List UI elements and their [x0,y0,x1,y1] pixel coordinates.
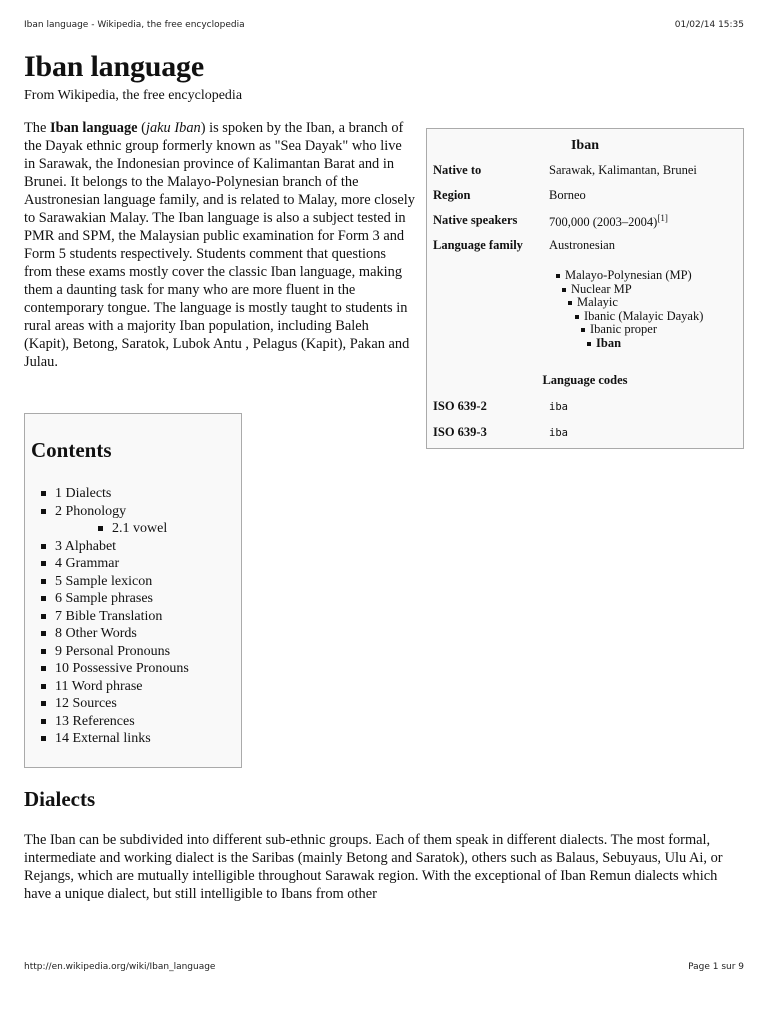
toc-item-dialects[interactable]: 1 Dialects [55,485,189,503]
language-infobox [426,128,744,449]
reference-link-1[interactable]: [1] [657,213,668,223]
page-title: Iban language [24,50,204,83]
print-url[interactable]: http://en.wikipedia.org/wiki/Iban_language [24,962,216,972]
toc-item-alphabet[interactable]: 3 Alphabet [55,538,189,556]
intro-bold-term: Iban language [49,120,138,136]
infobox-label-native-to: Native to [433,163,482,177]
toc-item-other-words[interactable]: 8 Other Words [55,625,189,643]
infobox-label-language-family: Language family [433,238,523,252]
family-tree-item[interactable]: Malayo-Polynesian (MP) [565,269,703,283]
infobox-title: Iban [570,138,600,153]
intro-rest: ) is spoken by the Iban, a branch of the Dayak ethnic group formerly known as "Sea Dayak" who live in Sarawak, the Indonesian province of Kalimantan Barat and in Brunei. It belongs to the Malayo-Polynesian branch of the Austronesian language family, and is related to Malay, more closely to Sarawakian Malay. The Iban language is also a subject tested in PMR and SPM, the Malaysian public examination for Form 3 and Form 5 students respectively. Students comment that questions from these exams mostly cover the classic Iban language, making them a daunting task for many who are more fluent in the contemporary tongue. The language is mostly taught to students in rural areas with a majority Iban population, including Baleh (Kapit), Betong, Saratok, Lubok Antu , Pelagus (Kapit), Pakan and Julau. [24,120,415,370]
native-speakers-count: 700,000 (2003–2004) [549,215,658,230]
infobox-label-region: Region [433,188,471,202]
print-page-number: Page 1 sur 9 [688,962,744,972]
toc-item-sample-lexicon[interactable]: 5 Sample lexicon [55,573,189,591]
toc-item-word-phrase[interactable]: 11 Word phrase [55,678,189,696]
infobox-label-iso-639-3[interactable]: ISO 639-3 [433,425,487,439]
family-tree-item[interactable]: Ibanic (Malayic Dayak) [584,308,704,323]
section-divider [24,815,744,816]
intro-mid: ( [137,120,146,136]
table-of-contents [24,413,242,768]
infobox-value-language-family[interactable]: Austronesian [549,238,615,252]
toc-item-phonology[interactable]: 2 Phonology [55,503,189,521]
infobox-value-region: Borneo [549,188,586,202]
print-page-title: Iban language - Wikipedia, the free encyclopedia [24,20,245,30]
language-codes-heading: Language codes [542,373,628,387]
infobox-label-iso-639-2[interactable]: ISO 639-2 [433,399,487,413]
intro-italic-term: jaku Iban [145,120,201,136]
language-family-tree [549,269,703,351]
toc-item-references[interactable]: 13 References [55,713,189,731]
page-tagline: From Wikipedia, the free encyclopedia [24,88,243,103]
print-datetime: 01/02/14 15:35 [674,20,744,30]
print-footer [24,962,744,972]
toc-list [55,485,189,748]
infobox-value-iso-639-2[interactable]: iba [549,401,568,413]
infobox-value-native-to: Sarawak, Kalimantan, Brunei [549,163,697,177]
toc-item-vowel[interactable]: 2.1 vowel [112,520,189,538]
family-tree-item[interactable]: Nuclear MP [571,283,703,297]
toc-item-grammar[interactable]: 4 Grammar [55,555,189,573]
toc-item-bible-translation[interactable]: 7 Bible Translation [55,608,189,626]
toc-item-sample-phrases[interactable]: 6 Sample phrases [55,590,189,608]
infobox-label-native-speakers: Native speakers [433,213,518,227]
toc-title: Contents [31,438,112,462]
family-tree-item[interactable]: Ibanic proper [590,323,703,337]
toc-item-sources[interactable]: 12 Sources [55,695,189,713]
family-tree-item-current: Iban [596,337,703,351]
print-header [24,20,744,30]
infobox-value-native-speakers [549,213,668,230]
section-heading-dialects: Dialects [24,787,96,811]
infobox-value-iso-639-3[interactable]: iba [549,427,568,439]
family-tree-item[interactable]: Malayic [577,296,703,310]
dialects-paragraph: The Iban can be subdivided into different sub-ethnic groups. Each of them speak in different dialects. The most formal, intermediate and working dialect is the Saribas (mainly Betong and Saratok), others such as Balaus, Sebuyaus, Ulu Ai, or Rejangs, which are mutually intelligible throughout Sarawak region. With the exceptional of Iban Remun dialects which have a unique dialect, but still intelligible to Ibans from other [24,832,723,902]
intro-pre: The [24,120,50,136]
toc-item-personal-pronouns[interactable]: 9 Personal Pronouns [55,643,189,661]
toc-item-possessive-pronouns[interactable]: 10 Possessive Pronouns [55,661,189,676]
toc-item-external-links[interactable]: 14 External links [55,730,189,748]
intro-paragraph [24,119,416,371]
